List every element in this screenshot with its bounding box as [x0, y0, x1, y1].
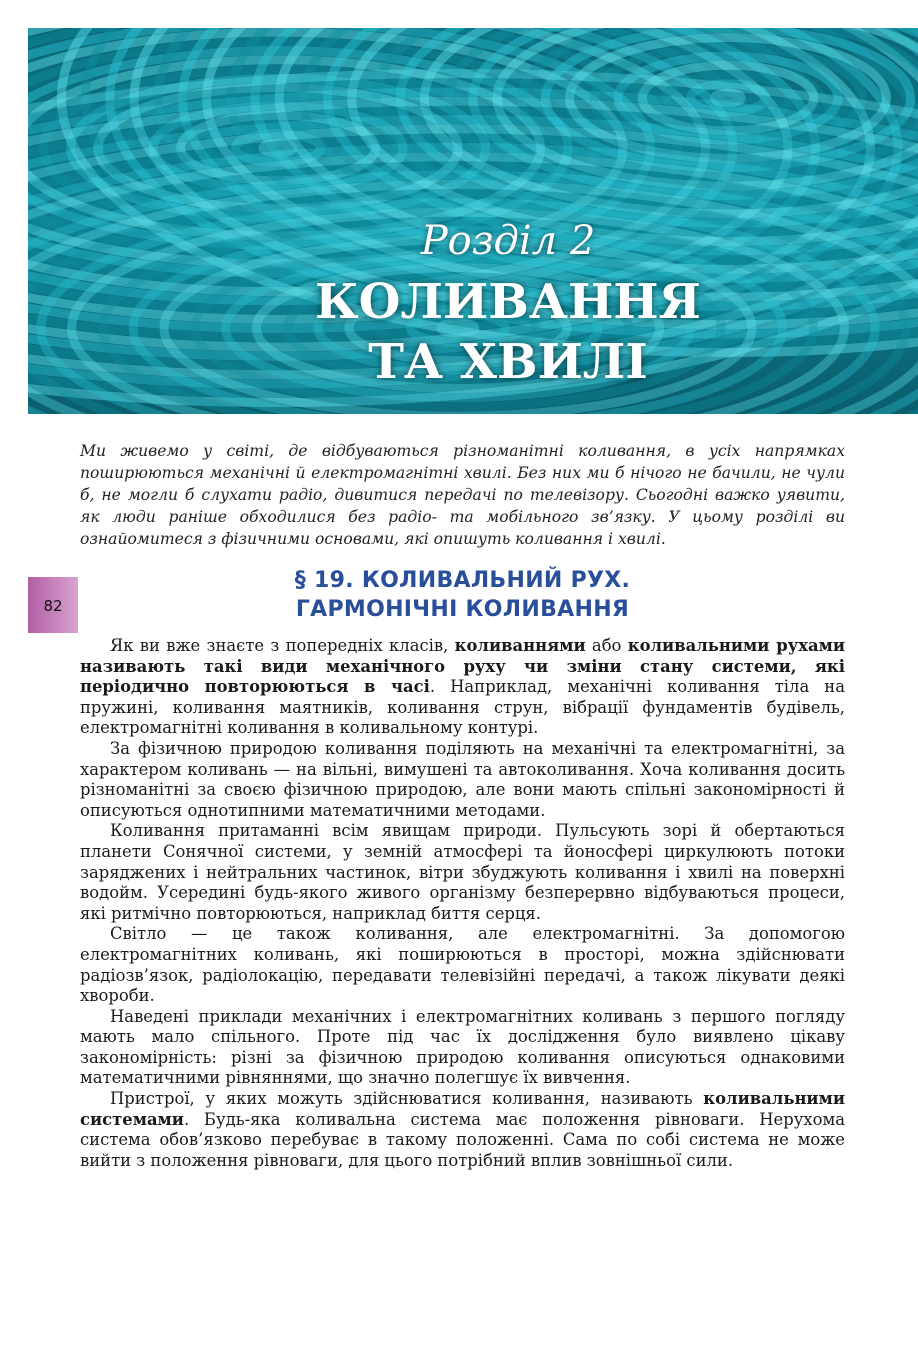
paragraph-text: або — [585, 636, 628, 655]
paragraph: Коливання притаманні всім явищам природи. Пульсують зорі й обертаються планети Сонячної системи, у земній атмосфері та йоносфері циркулюють потоки заряджених і нейтральних частинок, вітри збуджують коливання і хвилі на поверхні водойм. Усередині будь-якого живого організму безперервно відбуваються процеси, які ритмічно повторюються, наприклад биття серця. — [80, 821, 845, 923]
term-bold: коливаннями — [454, 636, 586, 655]
chapter-title-line-1: КОЛИВАННЯ — [315, 274, 701, 330]
paragraph-text: . Будь-яка коливальна система має положення рівноваги. Нерухома система обов’язково перебуває в такому положенні. Сама по собі система не може вийти з положення рівноваги, для цього потрібний вплив зовнішньої сили. — [80, 1109, 845, 1170]
term-bold: коливальними системами — [80, 1089, 845, 1129]
paragraph-text: Як ви вже знаєте з попередніх класів, — [110, 636, 455, 655]
chapter-intro: Ми живемо у світі, де відбуваються різноманітні коливання, в усіх напрямках поширюються механічні й електромагнітні хвилі. Без них ми б нічого не бачили, не чули б, не могли б слухати радіо, дивитися передачі по телевізору. Сьогодні важко уявити, як люди раніше обходилися без радіо- та мобільного зв’язку. У цьому розділі ви ознайомитеся з фізичними основами, які опишуть коливання і хвилі. — [80, 442, 845, 548]
section-body — [80, 636, 845, 1171]
paragraph — [80, 1089, 845, 1171]
paragraph — [80, 636, 845, 739]
section-title — [80, 566, 845, 624]
paragraph: Світло — це також коливання, але електромагнітні. За допомогою електромагнітних коливань, які поширюються в просторі, можна здійснювати радіозв’язок, радіолокацію, передавати телевізійні передачі, а також лікувати деякі хвороби. — [80, 924, 845, 1006]
chapter-title-line-2: ТА ХВИЛІ — [368, 334, 648, 390]
definition-bold: коливальними рухами називають такі види механічного руху чи зміни стану системи, які періодично повторюються в часі — [80, 636, 845, 697]
chapter-banner — [28, 28, 918, 414]
section-title-line-2: ГАРМОНІЧНІ КОЛИВАННЯ — [295, 597, 630, 622]
chapter-label: Розділ 2 — [420, 218, 596, 264]
page-number: 82 — [43, 597, 63, 615]
chapter-title — [28, 272, 918, 392]
paragraph-text: . Наприклад, механічні коливання тіла на пружині, коливання маятників, коливання струн, вібрації фундаментів будівель, електромагнітні коливання в коливальному контурі. — [80, 677, 845, 738]
paragraph: Наведені приклади механічних і електромагнітних коливань з першого погляду мають мало спільного. Проте під час їх дослідження було виявлено цікаву закономірність: різні за фізичною природою коливання описуються однаковими математичними рівняннями, що значно полегшує їх вивчення. — [80, 1006, 845, 1088]
section-title-line-1: § 19. КОЛИВАЛЬНИЙ РУХ. — [294, 568, 631, 593]
paragraph: За фізичною природою коливання поділяють на механічні та електромагнітні, за характером коливань — на вільні, вимушені та автоколивання. Хоча коливання досить різноманітні за своєю фізичною природою, але вони мають спільні закономірності й описуються однотипними математичними методами. — [80, 738, 845, 820]
paragraph-text: Пристрої, у яких можуть здійснюватися коливання, називають — [110, 1089, 704, 1109]
